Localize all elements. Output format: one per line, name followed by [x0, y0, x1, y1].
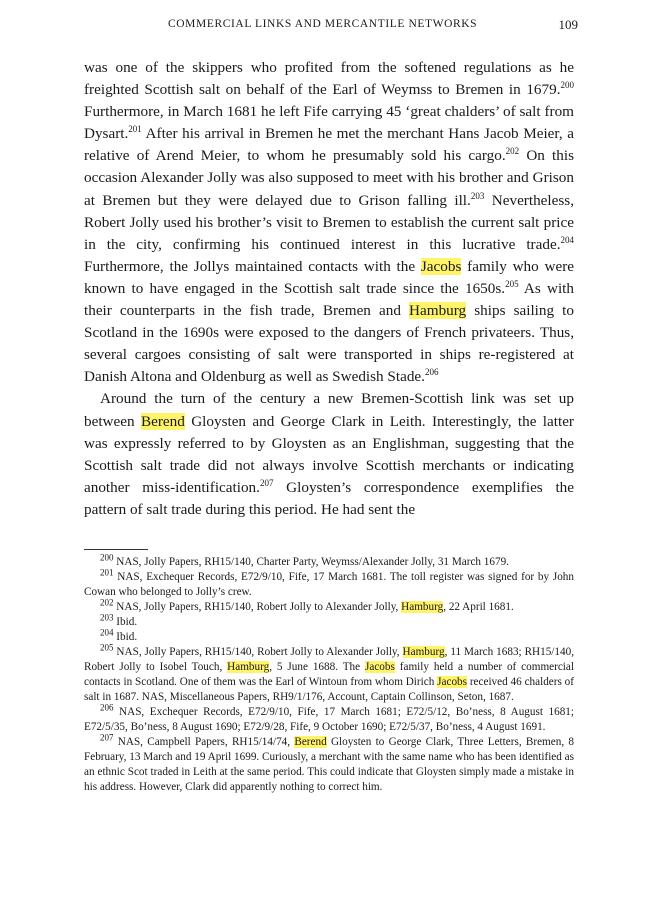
footnote — [84, 567, 574, 600]
footnote-ref: 202 — [100, 597, 114, 608]
text-run: NAS, Jolly Papers, RH15/140, Robert Jolly to Alexander Jolly, — [113, 646, 403, 658]
highlighted-term: Hamburg — [402, 646, 445, 658]
highlighted-term: Hamburg — [409, 302, 467, 320]
text-run: Nevertheless, Robert Jolly used his brother’s visit to Bremen to establish the current salt price in the city, confirming his continued interest in this lucrative trade. — [84, 191, 574, 253]
text-run: ships sailing to Scotland in the 1690s were exposed to the dangers of French privateers. Thus, several cargoes consisting of salt were transported in ships re-registered at Danish Altona and Oldenburg as well as Swedish Stade. — [84, 302, 574, 386]
text-run: NAS, Jolly Papers, RH15/140, Robert Jolly to Alexander Jolly, — [113, 601, 402, 613]
text-run: , 11 March 1683; RH15/140, Robert Jolly to Isobel Touch, — [84, 646, 574, 673]
footnote — [84, 597, 574, 615]
page-number: 109 — [558, 17, 578, 32]
text-run: received 46 chalders of salt in 1687. NAS, Miscellaneous Papers, RH9/1/176, Account, Captain Collinson, Seton, 1687. — [84, 676, 574, 703]
footnote-ref: 207 — [259, 477, 274, 488]
footnotes — [84, 552, 574, 795]
paragraph — [84, 57, 574, 388]
footnote — [84, 732, 574, 795]
footnote — [84, 642, 574, 705]
footnote-ref: 206 — [424, 367, 439, 378]
text-run: Gloysten to George Clark, Three Letters, Bremen, 8 February, 13 March and 19 April 1699. Curiously, a merchant with the same name who has been identified as an ethnic Scot traded in Leith at the same period. This could indicate that Gloysten simply made a mistake in his address. However, Clark did apparently nothing to correct him. — [84, 736, 574, 793]
footnote-ref: 200 — [100, 552, 114, 563]
text-run: , 22 April 1681. — [443, 601, 514, 613]
text-run: After his arrival in Bremen he met the merchant Hans Jacob Meier, a relative of Arend Meier, to whom he presumably sold his cargo. — [84, 125, 574, 165]
text-run: NAS, Exchequer Records, E72/9/10, Fife, 17 March 1681. The toll register was signed for by John Cowan who belonged to Jolly’s crew. — [84, 571, 574, 598]
footnote-ref: 203 — [100, 612, 114, 623]
footnote-ref: 206 — [100, 702, 114, 713]
footnote-ref: 201 — [100, 567, 114, 578]
highlighted-term: Jacobs — [437, 676, 467, 688]
paragraph — [84, 388, 574, 521]
highlighted-term: Berend — [140, 412, 185, 430]
text-run: Gloysten’s correspondence exemplifies the pattern of salt trade during this period. He had sent the — [84, 478, 574, 518]
text-run: NAS, Exchequer Records, E72/9/10, Fife, 17 March 1681; E72/5/12, Bo’ness, 8 August 1681; E72/5/35, Bo’ness, 8 August 1690; E72/9/28, Fife, 9 October 1690; E72/5/37, Bo’ness, 4 August 1691. — [84, 706, 574, 733]
text-run: Furthermore, in March 1681 he left Fife carrying 45 ‘great chalders’ of salt from Dysart. — [84, 103, 574, 143]
footnote — [84, 702, 574, 735]
footnote-ref: 207 — [100, 732, 114, 743]
footnote-divider — [84, 549, 148, 550]
footnote — [84, 627, 574, 645]
text-run: , 5 June 1688. The — [269, 661, 366, 673]
highlighted-term: Hamburg — [401, 601, 444, 613]
text-run: Furthermore, the Jollys maintained contacts with the — [84, 257, 421, 275]
running-title: COMMERCIAL LINKS AND MERCANTILE NETWORKS — [168, 18, 478, 30]
text-run: Ibid. — [113, 631, 138, 643]
highlighted-term: Berend — [294, 736, 327, 748]
footnote-ref: 204 — [560, 234, 574, 245]
highlighted-term: Jacobs — [420, 257, 462, 275]
text-run: As with their counterparts in the fish trade, Bremen and — [84, 279, 574, 320]
footnote-ref: 200 — [560, 80, 574, 91]
footnote-ref: 202 — [505, 146, 520, 157]
highlighted-term: Jacobs — [365, 661, 395, 673]
text-run: family who were known to have engaged in the Scottish salt trade since the 1650s. — [84, 257, 574, 297]
text-run: NAS, Jolly Papers, RH15/140, Charter Party, Weymss/Alexander Jolly, 31 March 1679. — [113, 556, 509, 568]
text-run: family held a number of commercial contacts in Scotland. One of them was the Earl of Wintoun from whom Dirich — [84, 661, 574, 688]
footnote-ref: 203 — [470, 190, 485, 201]
text-run: Gloysten and George Clark in Leith. Interestingly, the latter was expressly referred to by Gloysten as an Englishman, suggesting that the Scottish salt trade did not always involve Scottish merchants or indicating another miss-identification. — [84, 412, 574, 496]
text-run: was one of the skippers who profited from the softened regulations as he freighted Scottish salt on behalf of the Earl of Weymss to Bremen in 1679. — [84, 59, 574, 99]
footnote — [84, 612, 574, 630]
footnote-ref: 205 — [505, 278, 519, 289]
main-text — [84, 57, 574, 521]
text-run: On this occasion Alexander Jolly was also supposed to meet with his brother and Grison at Bremen but they were delayed due to Grison falling ill. — [84, 147, 574, 209]
footnote-ref: 205 — [100, 642, 114, 653]
footnote-ref: 204 — [100, 627, 114, 638]
text-run: Around the turn of the century a new Bremen-Scottish link was set up between — [84, 390, 574, 430]
footnote-ref: 201 — [128, 124, 142, 135]
highlighted-term: Hamburg — [227, 661, 270, 673]
text-run: Ibid. — [113, 616, 138, 628]
text-run: NAS, Campbell Papers, RH15/14/74, — [113, 736, 295, 748]
footnote — [84, 552, 574, 570]
